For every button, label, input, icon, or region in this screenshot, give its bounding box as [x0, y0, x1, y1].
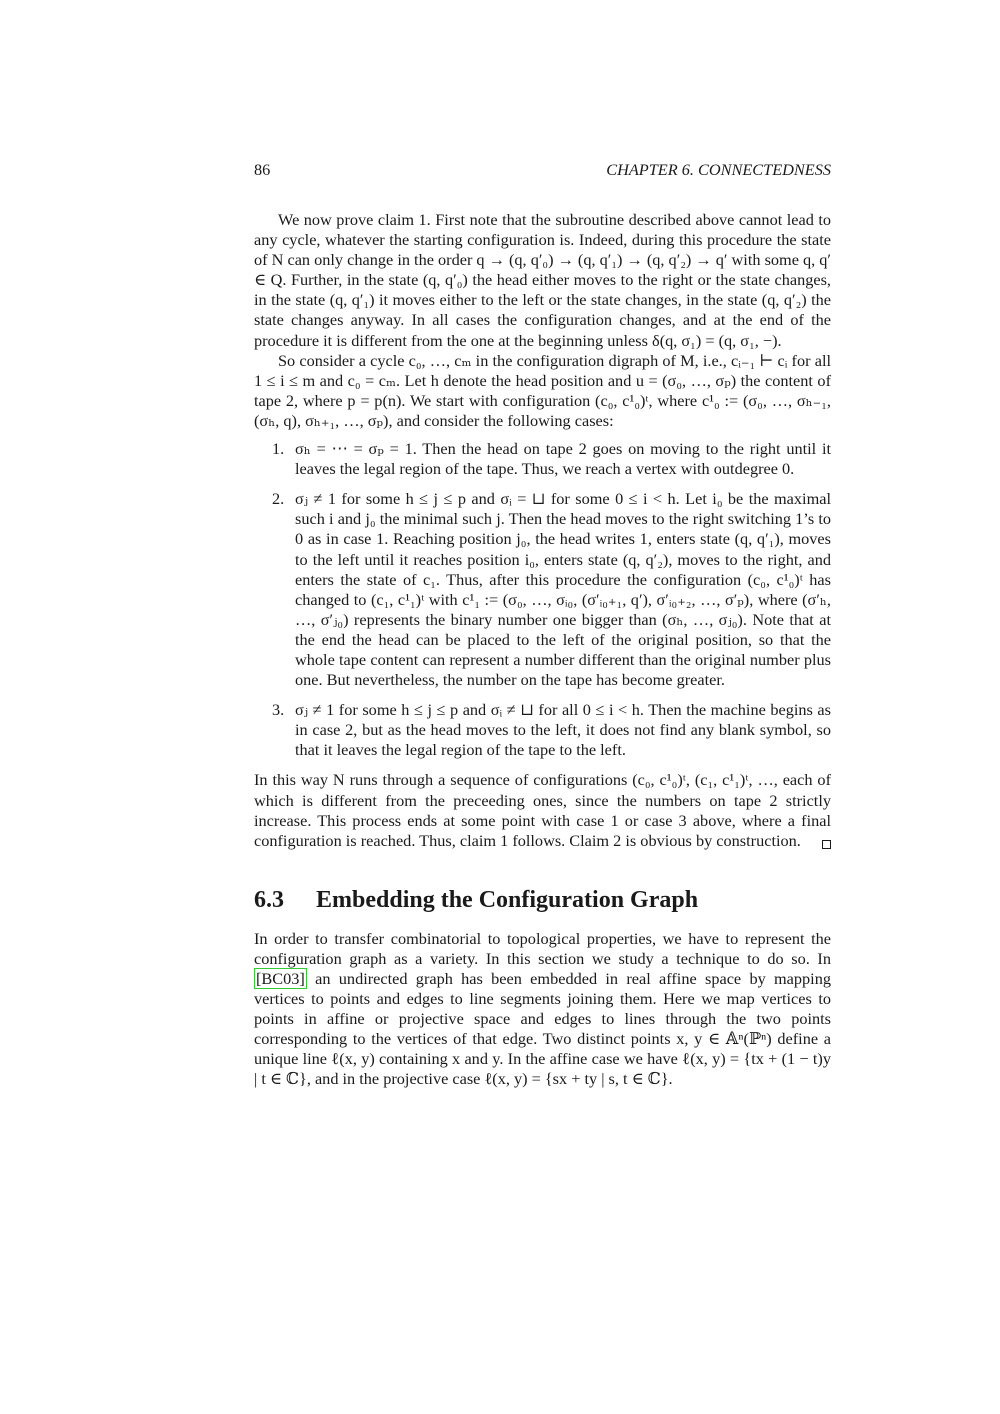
section-text-start: In order to transfer combinatorial to topological properties, we have to represent the configuration graph as a variety. In this section we study a technique to do so. In [254, 928, 831, 968]
case-item [254, 489, 831, 690]
proof-paragraph-1: We now prove claim 1. First note that the subroutine described above cannot lead to any cycle, whatever the starting configuration is. Indeed, during this procedure the state of N can only change in the order q → (q, q′₀) → (q, q′₁) → (q, q′₂) → q′ with some q, q′ ∈ Q. Further, in the state (q, q′₀) the head either moves to the right or the state changes, in the state (q, q′₁) it moves either to the left or the state changes, in the state (q, q′₂) the state changes anyway. In all cases the configuration changes, and at the end of the procedure it is different from the one at the beginning unless δ(q, σ₁) = (q, σ₁, −). [254, 210, 831, 350]
proof-paragraph-3: In this way N runs through a sequence of configurations (c₀, c¹₀)ᵗ, (c₁, c¹₁)ᵗ, …, each of which is different from the preceeding ones, since the numbers on tape 2 strictly increase. This process ends at some point with case 1 or case 3 above, where a final configuration is reached. Thus, claim 1 follows. Claim 2 is obvious by construction. [254, 770, 831, 850]
chapter-title: CHAPTER 6. CONNECTEDNESS [606, 160, 831, 179]
proof-conclusion [254, 770, 831, 850]
section-text-end: an undirected graph has been embedded in real affine space by mapping vertices to points and edges to line segments joining them. Here we map vertices to points in affine or projective space and edges to lines through the two points corresponding to the vertices of that edge. Two distinct points x, y ∈ 𝔸ⁿ(ℙⁿ) define a unique line ℓ(x, y) containing x and y. In the affine case we have ℓ(x, y) = {tx + (1 − t)y | t ∈ ℂ}, and in the projective case ℓ(x, y) = {sx + ty | s, t ∈ ℂ}. [254, 969, 831, 1089]
case-number: 2. [272, 489, 285, 509]
running-header [254, 160, 831, 186]
case-number: 3. [272, 700, 285, 720]
section-heading [254, 885, 831, 915]
qed-square-icon [822, 840, 831, 849]
proof-paragraph-2: So consider a cycle c₀, …, cₘ in the configuration digraph of M, i.e., cᵢ₋₁ ⊢ cᵢ for all 1 ≤ i ≤ m and c₀ = cₘ. Let h denote the head position and u = (σ₀, …, σₚ) the content of tape 2, where p = p(n). We start with configuration (c₀, c¹₀)ᵗ, where c¹₀ := (σ₀, …, σₕ₋₁, (σₕ, q), σₕ₊₁, …, σₚ), and consider the following cases: [254, 350, 831, 430]
case-text: σₕ = ⋯ = σₚ = 1. Then the head on tape 2 goes on moving to the right until it leaves the legal region of the tape. Thus, we reach a vertex with outdegree 0. [295, 439, 831, 479]
section-title: Embedding the Configuration Graph [316, 886, 699, 913]
page-content [254, 160, 831, 1090]
case-item [254, 439, 831, 479]
section-paragraph [254, 929, 831, 1090]
case-item [254, 700, 831, 760]
section-number: 6.3 [254, 886, 284, 913]
case-number: 1. [272, 439, 285, 459]
case-text: σⱼ ≠ 1 for some h ≤ j ≤ p and σᵢ = ⊔ for some 0 ≤ i < h. Let i₀ be the maximal such i and j₀ the minimal such j. Then the head moves to the right switching 1’s to 0 as in case 1. Reaching position j₀, the head writes 1, enters state (q, q′₁), moves to the left until it reaches position i₀, enters state (q, q′₂), moves to the right, and enters the state of c₁. Thus, after this procedure the configuration (c₀, c¹₀)ᵗ has changed to (c₁, c¹₁)ᵗ with c¹₁ := (σ₀, …, σᵢ₀, (σ′ᵢ₀₊₁, q′), σ′ᵢ₀₊₂, …, σ′ₚ), where (σ′ₕ, …, σ′ⱼ₀) represents the binary number one bigger than (σₕ, …, σⱼ₀). Note that at the end the head can be placed to the left of the original position, so that the whole tape content can represent a number different than the original number plus one. But nevertheless, the number on the tape has become greater. [295, 489, 831, 690]
case-text: σⱼ ≠ 1 for some h ≤ j ≤ p and σᵢ ≠ ⊔ for all 0 ≤ i < h. Then the machine begins as in case 2, but as the head moves to the left, it does not find any blank symbol, so that it leaves the legal region of the tape to the left. [295, 700, 831, 760]
citation-link[interactable]: [BC03] [256, 969, 305, 988]
case-list [254, 439, 831, 760]
page-number: 86 [254, 160, 271, 179]
